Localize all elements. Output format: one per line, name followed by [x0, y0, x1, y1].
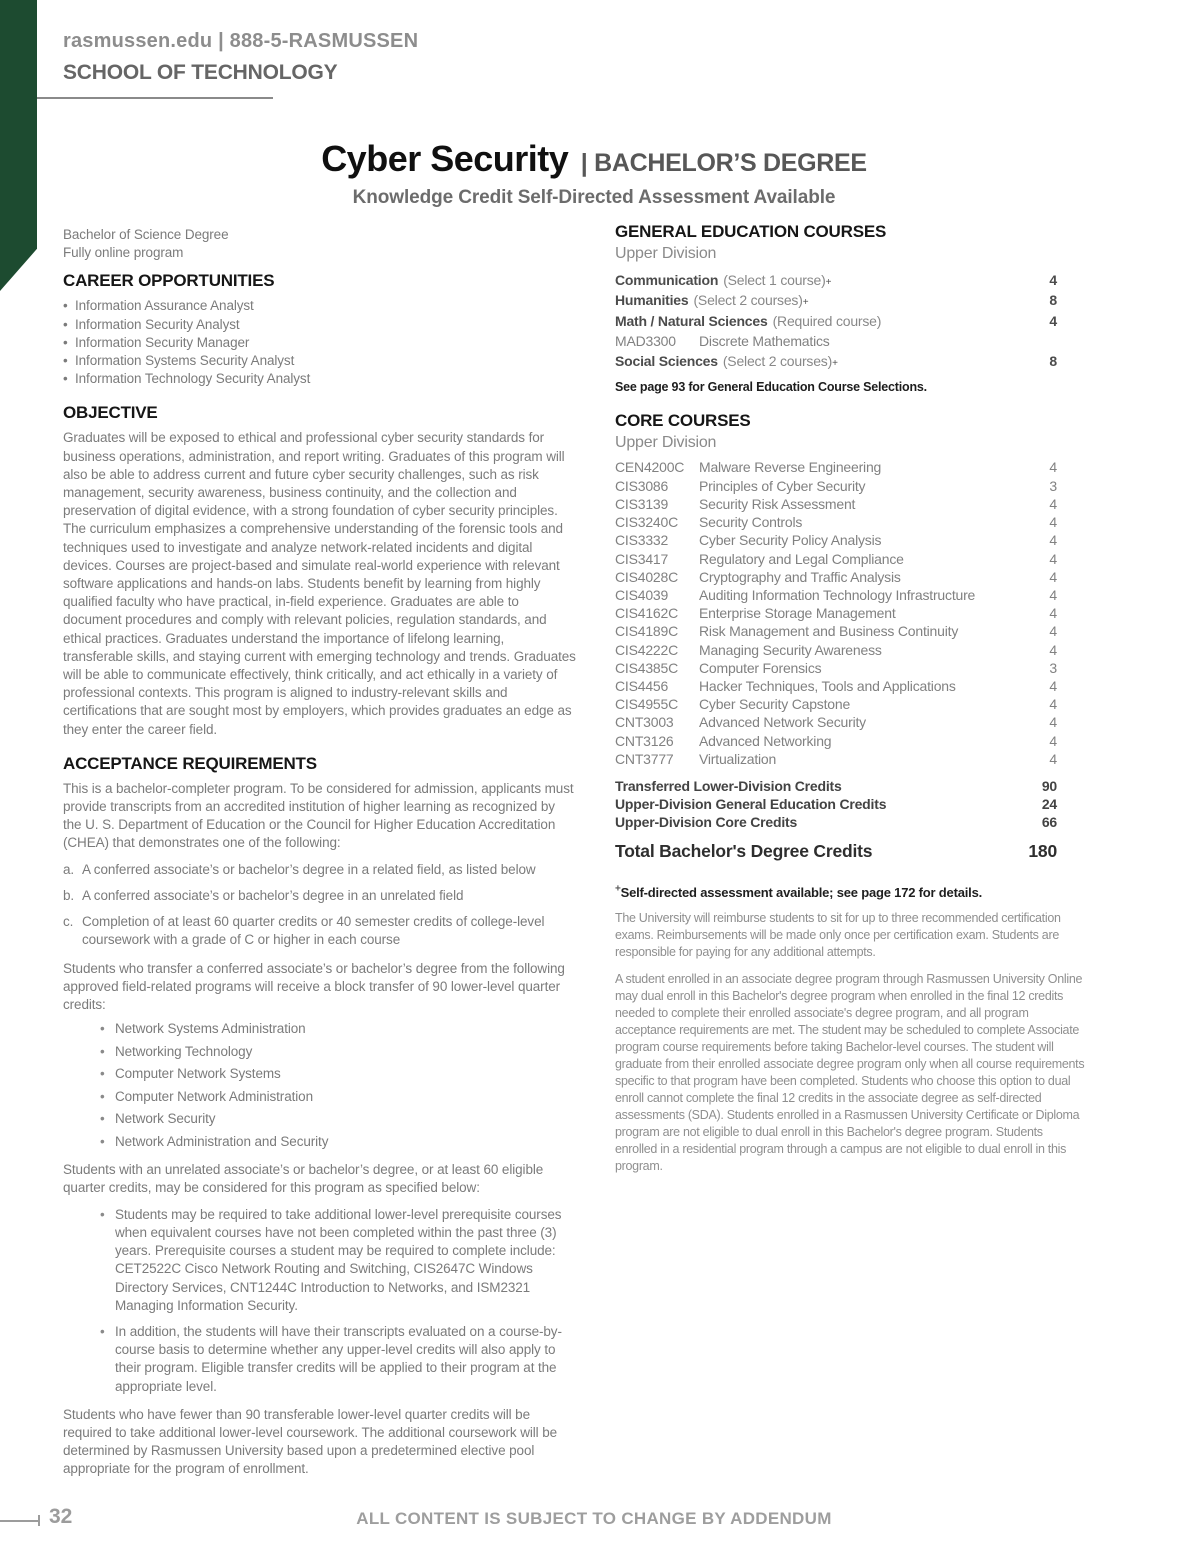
- category-detail: (Required course): [772, 312, 882, 329]
- credits-value: 4: [1049, 714, 1057, 731]
- list-item: • Students may be required to take additional lower-level prerequisite courses when equivalent courses have not been completed within the past three (3) years. Prerequisite courses a student may be required to complete include: CET2522C Cisco Network Routing and Switching, CIS2647C Windows Directory Services, CNT1244C Introduction to Networks, and ISM2321 Managing Information Security.: [63, 1206, 577, 1315]
- acceptance-heading: ACCEPTANCE REQUIREMENTS: [63, 753, 317, 773]
- program-name: Cyber Security: [321, 138, 569, 179]
- page-title: [0, 138, 1188, 180]
- course-row: [615, 622, 1087, 640]
- career-list: [63, 297, 577, 388]
- degree-type: | BACHELOR’S DEGREE: [580, 149, 867, 177]
- credits-value: 4: [1049, 459, 1057, 476]
- page-number: 32: [49, 1505, 73, 1528]
- course-code: CIS3139: [615, 495, 669, 512]
- category-detail: (Select 1 course): [723, 272, 826, 288]
- credits-value: 4: [1049, 696, 1057, 713]
- course-code: CIS4028C: [615, 568, 678, 585]
- course-row: [615, 550, 1087, 568]
- course-code: CIS4456: [615, 677, 669, 694]
- course-title: Cyber Security Capstone: [699, 696, 851, 713]
- course-code: CIS3240C: [615, 514, 678, 531]
- course-title: Security Controls: [699, 514, 803, 531]
- career-heading: CAREER OPPORTUNITIES: [63, 271, 275, 291]
- credits-value: 4: [1049, 605, 1057, 622]
- course-title: Managing Security Awareness: [699, 641, 882, 658]
- course-row: [615, 331, 1087, 351]
- course-row: [615, 750, 1087, 768]
- list-item: • Information Security Analyst: [63, 316, 577, 334]
- total-row: [615, 795, 1087, 813]
- course-code: CIS3417: [615, 550, 669, 567]
- credits-value: 3: [1049, 659, 1057, 676]
- course-row: [615, 677, 1087, 695]
- item-text: Completion of at least 60 quarter credits or 40 semester credits of college-level coursework with a grade of C or higher in each course: [82, 914, 545, 948]
- credits-value: 4: [1049, 623, 1057, 640]
- course-code: CIS4162C: [615, 605, 678, 622]
- course-title: Regulatory and Legal Compliance: [699, 550, 904, 567]
- course-row: [615, 732, 1087, 750]
- course-title: Principles of Cyber Security: [699, 477, 866, 494]
- certification-note: The University will reimburse students to sit for up to three recommended certification exams. Reimbursements will be made only once per certification exam. Students are responsible for paying for any additional attempts.: [615, 910, 1061, 959]
- course-title: Malware Reverse Engineering: [699, 459, 882, 476]
- lettered-item: [63, 887, 577, 905]
- item-letter: c.: [63, 914, 74, 930]
- course-title: Enterprise Storage Management: [699, 605, 896, 622]
- course-title: Virtualization: [699, 750, 777, 767]
- course-title: Discrete Mathematics: [699, 332, 830, 349]
- course-code: CNT3126: [615, 732, 674, 749]
- course-title: Risk Management and Business Continuity: [699, 623, 959, 640]
- credits-value: 4: [1049, 677, 1057, 694]
- total-value: 24: [1041, 796, 1057, 813]
- list-item: • In addition, the students will have their transcripts evaluated on a course-by-course basis to determine whether any upper-level credits will also apply to their program. Eligible transfer credits will be applied to their program at the appropriate level.: [63, 1323, 577, 1396]
- credits-value: 4: [1049, 532, 1057, 549]
- gened-subheading: Upper Division: [615, 245, 717, 262]
- category-name: Math / Natural Sciences: [615, 312, 768, 329]
- course-code: CNT3003: [615, 714, 674, 731]
- approved-programs-list: [63, 1020, 577, 1151]
- credits-value: 4: [1049, 514, 1057, 531]
- course-row: [615, 695, 1087, 713]
- category-name: Communication: [615, 272, 719, 288]
- gened-row: Communication (Select 1 course) + 4: [615, 270, 1087, 290]
- left-column: [63, 226, 577, 1479]
- credits-value: 8: [1049, 292, 1057, 309]
- category-name: Humanities: [615, 292, 689, 309]
- acceptance-intro: This is a bachelor-completer program. To be considered for admission, applicants must provide transcripts from an accredited institution of higher learning as recognized by the U. S. Department of Education or the Council for Higher Education Accreditation (CHEA) that demonstrates one of the following:: [63, 780, 574, 851]
- credits-value: 4: [1049, 550, 1057, 567]
- category-detail: (Select 2 courses): [693, 292, 803, 309]
- course-code: CIS3086: [615, 477, 669, 494]
- gened-heading: GENERAL EDUCATION COURSES: [615, 222, 887, 241]
- total-row: [615, 777, 1087, 795]
- course-code: CIS4039: [615, 586, 669, 603]
- list-item: • Information Security Manager: [63, 334, 577, 352]
- list-item: • Information Technology Security Analyst: [63, 370, 577, 388]
- course-title: Advanced Networking: [699, 732, 832, 749]
- grand-total-label: Total Bachelor's Degree Credits: [615, 840, 873, 861]
- total-label: Upper-Division General Education Credits: [615, 796, 887, 813]
- total-label: Transferred Lower-Division Credits: [615, 777, 842, 794]
- course-row: [615, 458, 1087, 476]
- title-block: [0, 138, 1188, 209]
- course-row: [615, 713, 1087, 731]
- course-title: Auditing Information Technology Infrastructure: [699, 586, 976, 603]
- course-row: [615, 604, 1087, 622]
- unrelated-intro: Students with an unrelated associate’s or bachelor’s degree, or at least 60 eligible quarter credits, may be considered for this program as specified below:: [63, 1162, 544, 1196]
- grand-total-row: [615, 839, 1087, 863]
- core-course-list: [615, 458, 1087, 767]
- course-code: CIS3332: [615, 532, 669, 549]
- total-value: 90: [1041, 777, 1057, 794]
- total-value: 66: [1041, 814, 1057, 831]
- gened-row: [615, 311, 1087, 331]
- core-subheading: Upper Division: [615, 434, 717, 452]
- course-row: [615, 568, 1087, 586]
- total-row: [615, 813, 1087, 831]
- category-detail: (Select 2 courses): [722, 353, 833, 370]
- course-row: [615, 659, 1087, 677]
- list-item: • Network Administration and Security: [63, 1133, 577, 1151]
- item-text: A conferred associate’s or bachelor’s degree in a related field, as listed below: [82, 861, 536, 877]
- course-row: [615, 586, 1087, 604]
- course-code: MAD3300: [615, 332, 676, 349]
- core-heading: CORE COURSES: [615, 411, 751, 431]
- credits-value: 4: [1049, 586, 1057, 603]
- category-name: Social Sciences: [615, 353, 718, 370]
- dual-enroll-note: A student enrolled in an associate degree program through Rasmussen University Online may dual enroll in this Bachelor's degree program when enrolled in the final 12 credits needed to complete their enrolled associate's degree program, and all program acceptance requirements are met. The student may be scheduled to complete Associate program course requirements before taking Bachelor-level courses. The student will graduate from their enrolled associate degree program only when all course requirements specific to that program have been completed. Students who choose this option to dual enroll cannot complete the final 12 credits in the associate degree as self-directed assessments (SDA). Students enrolled in a Rasmussen University Certificate or Diploma program are not eligible to dual enroll in this Bachelor's degree program. Students enrolled in a residential program through a campus are not eligible to dual enroll in this program.: [615, 971, 1085, 1173]
- site-contact: rasmussen.edu | 888-5-RASMUSSEN: [63, 30, 419, 52]
- credits-value: 4: [1049, 568, 1057, 585]
- gened-note: See page 93 for General Education Course Selections.: [615, 380, 927, 395]
- course-row: [615, 641, 1087, 659]
- footer-disclaimer: ALL CONTENT IS SUBJECT TO CHANGE BY ADDENDUM: [356, 1509, 832, 1528]
- grand-total-value: 180: [1028, 840, 1057, 861]
- course-code: CIS4189C: [615, 623, 678, 640]
- course-row: [615, 513, 1087, 531]
- list-item: • Networking Technology: [63, 1043, 577, 1061]
- list-item: • Information Assurance Analyst: [63, 297, 577, 315]
- course-title: Computer Forensics: [699, 659, 822, 676]
- course-title: Security Risk Assessment: [699, 495, 856, 512]
- course-code: CNT3777: [615, 750, 674, 767]
- credits-value: 4: [1049, 272, 1057, 288]
- credits-value: 4: [1049, 495, 1057, 512]
- right-column: [615, 221, 1087, 1175]
- course-row: [615, 495, 1087, 513]
- header-divider: [37, 97, 273, 99]
- credits-value: 8: [1049, 353, 1057, 370]
- course-title: Hacker Techniques, Tools and Applications: [699, 677, 956, 694]
- list-item: • Network Security: [63, 1110, 577, 1128]
- gened-row: Social Sciences (Select 2 courses) + 8: [615, 351, 1087, 371]
- title-subtitle: Knowledge Credit Self-Directed Assessment Available: [352, 187, 836, 208]
- objective-body: Graduates will be exposed to ethical and professional cyber security standards for business operations, administration, and report writing. Graduates of this program will also be able to address current and future cyber security challenges, such as risk management, security awareness, business continuity, and the collection and preservation of digital evidence, with a strong foundation of cyber security principles. The curriculum emphasizes a comprehensive understanding of the forensic tools and techniques used to investigate and analyze network-related incidents and digital devices. Courses are project-based and simulate real-world experience with relevant software applications and hands-on labs. Students benefit by learning from highly qualified faculty who have practical, in-field experience. Graduates are able to document procedures and comply with relevant policies, regulation standards, and ethical practices. Graduates understand the importance of lifelong learning, transferable skills, and staying current with emerging technology and trends. Graduates will be able to communicate effectively, think critically, and act ethically in a variety of professional contexts. This program is aligned to industry-relevant skills and certifications that are sought most by employers, which provides graduates an edge as they enter the career field.: [63, 430, 576, 737]
- transfer-intro: Students who transfer a conferred associate’s or bachelor’s degree from the following approved field-related programs will receive a block transfer of 90 lower-level quarter credits:: [63, 960, 565, 1012]
- school-name: SCHOOL OF TECHNOLOGY: [63, 61, 338, 84]
- sda-marker: +: [615, 883, 621, 895]
- credit-totals: [615, 777, 1087, 863]
- item-letter: a.: [63, 861, 75, 877]
- degree-line: Bachelor of Science Degree: [63, 227, 229, 242]
- course-code: CIS4955C: [615, 696, 678, 713]
- gened-row: Humanities (Select 2 courses) + 8: [615, 290, 1087, 310]
- item-text: A conferred associate’s or bachelor’s degree in an unrelated field: [82, 887, 464, 903]
- course-title: Cyber Security Policy Analysis: [699, 532, 882, 549]
- course-row: [615, 531, 1087, 549]
- total-label: Upper-Division Core Credits: [615, 814, 798, 831]
- course-row: [615, 477, 1087, 495]
- acceptance-closing: Students who have fewer than 90 transferable lower-level quarter credits will be required to take additional lower-level coursework. The additional coursework will be determined by Rasmussen University based upon a predetermined elective pool appropriate for the program of enrollment.: [63, 1406, 558, 1477]
- course-code: CEN4200C: [615, 459, 685, 476]
- credits-value: 4: [1049, 732, 1057, 749]
- objective-heading: OBJECTIVE: [63, 403, 158, 423]
- credits-value: 4: [1049, 312, 1057, 329]
- sda-footnote: +Self-directed assessment available; see page 172 for details.: [615, 883, 983, 900]
- item-letter: b.: [63, 887, 75, 903]
- course-code: CIS4222C: [615, 641, 678, 658]
- lettered-item: [63, 861, 577, 879]
- course-title: Advanced Network Security: [699, 714, 866, 731]
- delivery-line: Fully online program: [63, 245, 184, 261]
- list-item: • Computer Network Systems: [63, 1065, 577, 1083]
- lettered-item: [63, 913, 577, 949]
- credits-value: 4: [1049, 641, 1057, 658]
- credits-value: 4: [1049, 750, 1057, 767]
- list-item: • Network Systems Administration: [63, 1020, 577, 1038]
- course-code: CIS4385C: [615, 659, 678, 676]
- list-item: • Computer Network Administration: [63, 1088, 577, 1106]
- list-item: • Information Systems Security Analyst: [63, 352, 577, 370]
- course-title: Cryptography and Traffic Analysis: [699, 568, 901, 585]
- credits-value: 3: [1049, 477, 1057, 494]
